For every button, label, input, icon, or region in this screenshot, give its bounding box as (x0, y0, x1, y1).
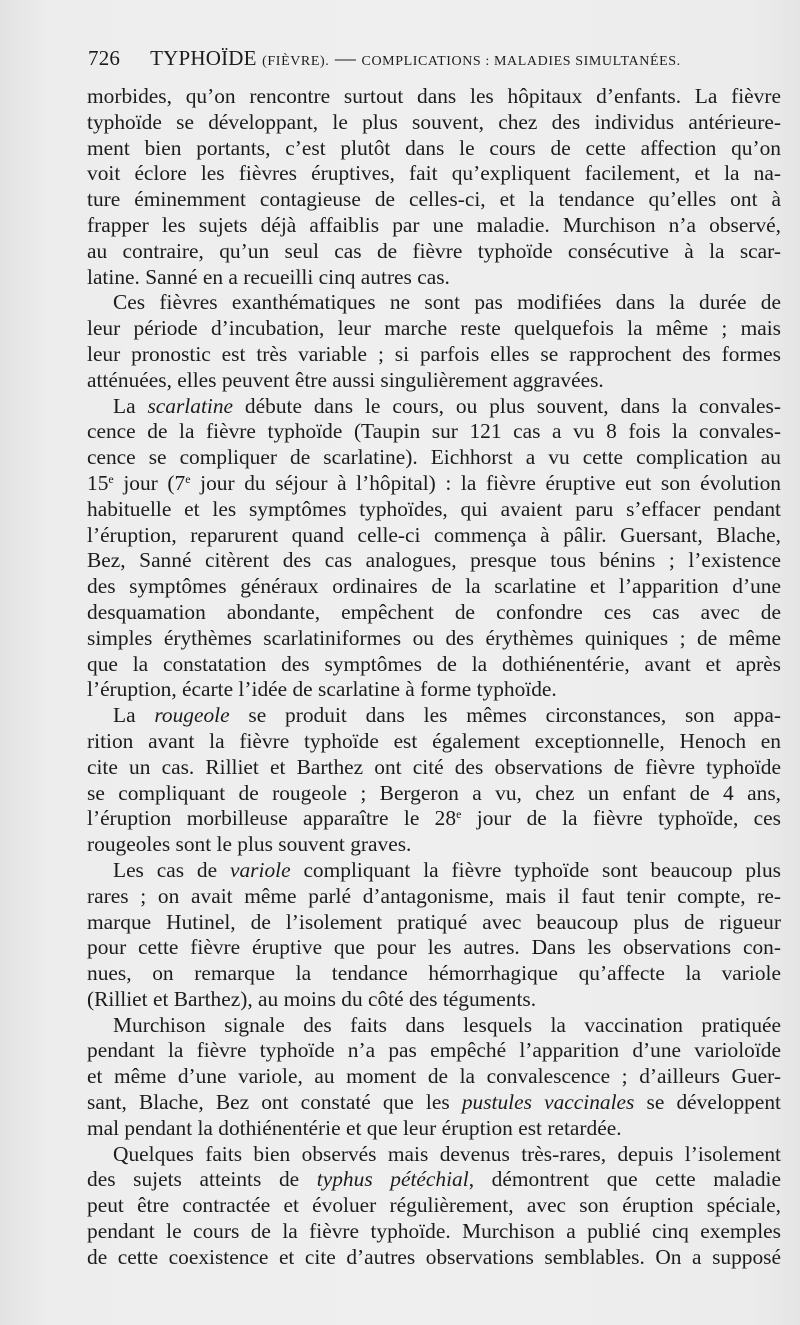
header-title: TYPHOÏDE (150, 46, 257, 70)
text-line: cence se compliquer de scarlatine). Eichhorst a vu cette complication au (87, 445, 781, 470)
italic-term: pustules vaccinales (461, 1090, 635, 1115)
italic-term: typhus pétéchial (316, 1167, 469, 1192)
text-line: de cette coexistence et cite d’autres observations semblables. On a supposé (87, 1244, 781, 1269)
header-fievre: (FIÈVRE). (262, 54, 330, 69)
text-line: simples érythèmes scarlatiniformes ou des érythèmes quiniques ; de même (87, 625, 781, 650)
text-line: atténuées, elles peuvent être aussi singulièrement aggravées. (87, 367, 604, 392)
text-line: marque Hutinel, de l’isolement pratiqué avec beaucoup plus de rigueur (87, 909, 781, 934)
text-line: ture éminemment contagieuse de celles-ci, et la tendance qu’elles ont à (87, 187, 781, 212)
text-run: débute dans le cours, ou plus souvent, dans la convales- (233, 393, 781, 418)
text-line: et même d’une variole, au moment de la convalescence ; d’ailleurs Guer- (87, 1064, 781, 1089)
text-line: Quelques faits bien observés mais devenus très-rares, depuis l’isolement (113, 1141, 781, 1166)
running-header (88, 46, 768, 76)
text-run: Les cas de (113, 857, 230, 882)
text-line: peut être contractée et évoluer régulièrement, avec son éruption spéciale, (87, 1193, 781, 1218)
text-line: leur période d’incubation, leur marche reste quelquefois la même ; mais (87, 316, 781, 341)
text-line: l’éruption, reparurent quand celle-ci commença à pâlir. Guersant, Blache, (87, 522, 781, 547)
text-line: rougeoles sont le plus souvent graves. (87, 832, 412, 857)
text-run: jour du séjour à l’hôpital) : la fièvre éruptive eut son évolution (190, 470, 781, 495)
text-line: des symptômes généraux ordinaires de la scarlatine et l’apparition d’une (87, 574, 781, 599)
text-run: se développent (634, 1090, 781, 1115)
text-line: latine. Sanné en a recueilli cinq autres cas. (87, 264, 450, 289)
text-run: sant, Blache, Bez ont constaté que les (87, 1090, 462, 1115)
text-line: rition avant la fièvre typhoïde est également exceptionnelle, Henoch en (87, 728, 781, 753)
header-dash: — (334, 46, 357, 70)
text-line: morbides, qu’on rencontre surtout dans les hôpitaux d’enfants. La fièvre (87, 84, 781, 108)
text-run: La (113, 393, 148, 418)
text-line: frapper les sujets déjà affaiblis par une maladie. Murchison n’a observé, (87, 212, 781, 237)
superscript: e (456, 807, 462, 822)
text-line: mal pendant la dothiénentérie et que leur éruption est retardée. (87, 1115, 622, 1140)
text-line (87, 1090, 781, 1116)
body-text (87, 84, 781, 1271)
text-line: au contraire, qu’un seul cas de fièvre typhoïde consécutive à la scar- (87, 238, 781, 263)
text-line (87, 806, 781, 832)
text-line (87, 1167, 781, 1193)
italic-term: scarlatine (147, 393, 234, 418)
text-line: pour cette fièvre éruptive que pour les autres. Dans les observations con- (87, 935, 781, 960)
text-line: rares ; on avait même parlé d’antagonisme, mais il faut tenir compte, re- (87, 883, 781, 908)
text-line: habituelle et les symptômes typhoïdes, qui avaient paru s’effacer pendant (87, 496, 781, 521)
italic-term: rougeole (154, 703, 230, 728)
text-line: pendant la fièvre typhoïde n’a pas empêché l’apparition d’une varioloïde (87, 1038, 781, 1063)
text-run: se produit dans les mêmes circonstances, son appa- (229, 703, 781, 728)
page-number: 726 (88, 46, 121, 70)
text-line (87, 394, 781, 420)
text-line: Bez, Sanné citèrent des cas analogues, presque tous bénins ; l’existence (87, 548, 781, 573)
text-line: desquamation abondante, empêchent de confondre ces cas avec de (87, 599, 781, 624)
italic-term: variole (229, 857, 291, 882)
text-run: La (113, 703, 155, 728)
text-line (87, 703, 781, 729)
header-section: COMPLICATIONS : MALADIES SIMULTANÉES. (361, 54, 681, 69)
text-line: pendant le cours de la fièvre typhoïde. Murchison a publié cinq exemples (87, 1219, 781, 1244)
text-line: typhoïde se développant, le plus souvent, chez des individus antérieure- (87, 109, 781, 134)
text-line: Murchison signale des faits dans lesquels la vaccination pratiquée (113, 1012, 781, 1037)
text-line: cite un cas. Rilliet et Barthez ont cité des observations de fièvre typhoïde (87, 754, 781, 779)
text-line: que la constatation des symptômes de la dothiénentérie, avant et après (87, 651, 781, 676)
text-line (87, 471, 781, 497)
text-line: Ces fièvres exanthématiques ne sont pas modifiées dans la durée de (113, 290, 781, 315)
text-run: jour (7 (113, 470, 186, 495)
superscript: e (185, 471, 191, 486)
text-line: ment bien portants, c’est plutôt dans le cours de cette affection qu’on (87, 135, 781, 160)
text-line: se compliquant de rougeole ; Bergeron a vu, chez un enfant de 4 ans, (87, 780, 781, 805)
text-run: des sujets atteints de (87, 1167, 317, 1192)
text-line: l’éruption, écarte l’idée de scarlatine à forme typhoïde. (87, 677, 557, 702)
text-run: 15 (87, 470, 109, 495)
text-line: cence de la fièvre typhoïde (Taupin sur 121 cas a vu 8 fois la convales- (87, 419, 781, 444)
text-run: jour de la fièvre typhoïde, ces (461, 806, 781, 831)
text-run: , démontrent que cette maladie (468, 1167, 781, 1192)
text-line (87, 858, 781, 884)
superscript: e (108, 471, 114, 486)
text-line: leur pronostic est très variable ; si parfois elles se rapprochent des formes (87, 341, 781, 366)
text-run: l’éruption morbilleuse apparaître le 28 (87, 806, 457, 831)
text-line: voit éclore les fièvres éruptives, fait qu’expliquent facilement, et la na- (87, 161, 781, 186)
text-line: (Rilliet et Barthez), au moins du côté des téguments. (87, 986, 537, 1011)
text-run: compliquant la fièvre typhoïde sont beaucoup plus (290, 857, 781, 882)
text-line: nues, on remarque la tendance hémorrhagique qu’affecte la variole (87, 961, 781, 986)
